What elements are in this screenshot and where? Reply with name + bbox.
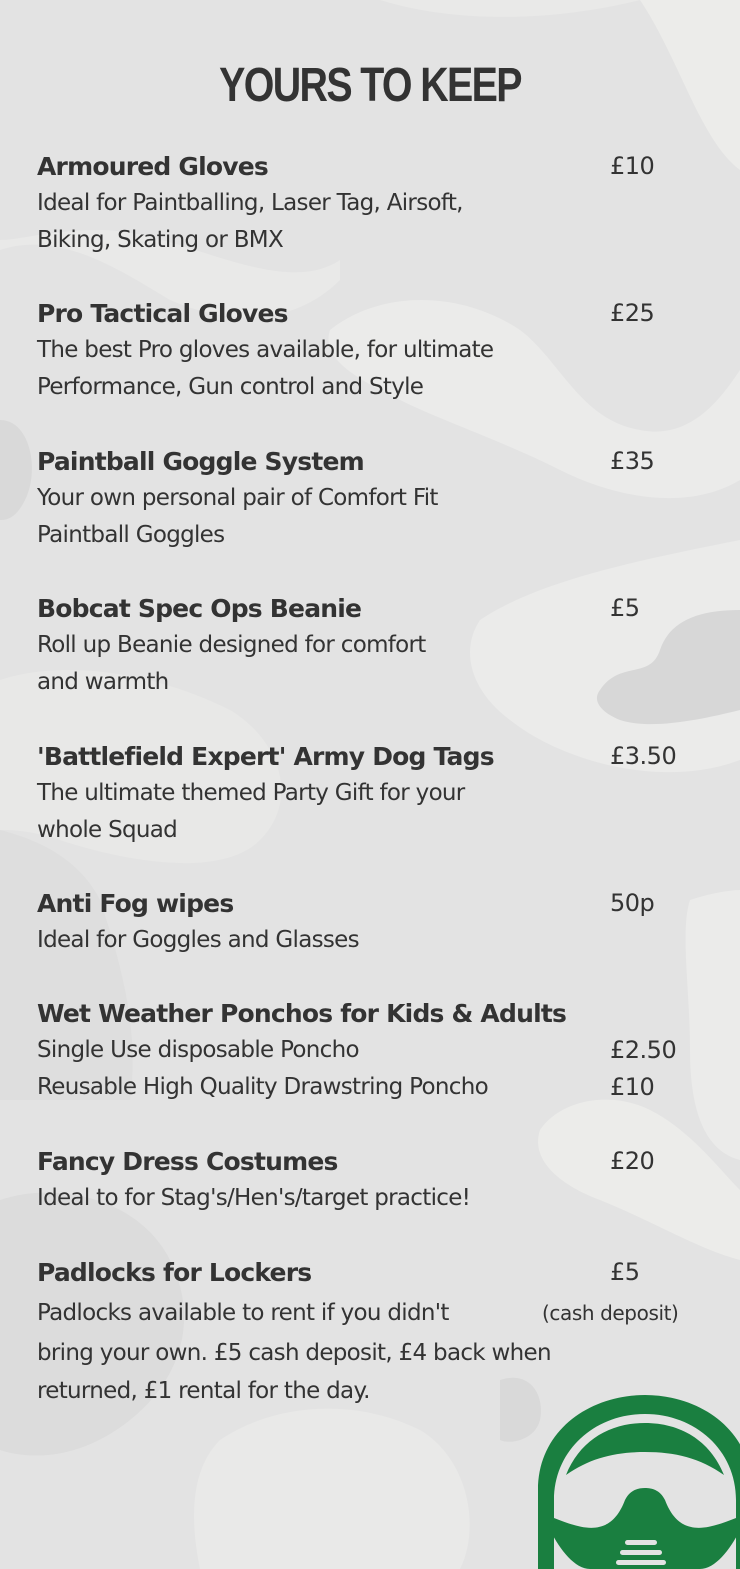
product-name: Paintball Goggle System (37, 447, 364, 476)
product-description-line: Ideal for Goggles and Glasses (37, 927, 359, 953)
product-price: £25 (610, 299, 655, 327)
product-ponchos (37, 995, 717, 1106)
product-name: Padlocks for Lockers (37, 1258, 312, 1287)
product-price: £20 (610, 1147, 655, 1175)
option-price: £2.50 (610, 1036, 677, 1064)
product-price: £5 (610, 1258, 640, 1286)
product-name: Anti Fog wipes (37, 889, 234, 918)
product-description-line: The ultimate themed Party Gift for your (37, 780, 465, 806)
product-army-dog-tags (37, 738, 717, 849)
product-fancy-dress (37, 1143, 717, 1217)
product-price: £3.50 (610, 742, 677, 770)
product-description-line: bring your own. £5 cash deposit, £4 back when (37, 1340, 551, 1366)
price-note: (cash deposit) (542, 1301, 679, 1325)
option-label: Single Use disposable Poncho (37, 1037, 359, 1063)
product-armoured-gloves (37, 148, 717, 259)
product-description-line: Performance, Gun control and Style (37, 374, 424, 400)
page-title: YOURS TO KEEP (219, 59, 521, 112)
product-price: 50p (610, 889, 655, 917)
product-pro-tactical-gloves (37, 295, 717, 406)
product-price: £35 (610, 447, 655, 475)
product-description-line: returned, £1 rental for the day. (37, 1378, 370, 1404)
product-description-line: whole Squad (37, 817, 178, 843)
product-name: Armoured Gloves (37, 152, 268, 181)
product-price: £5 (610, 594, 640, 622)
paintball-mask-icon (530, 1390, 740, 1569)
option-label: Reusable High Quality Drawstring Poncho (37, 1074, 488, 1100)
product-description-line: Biking, Skating or BMX (37, 227, 284, 253)
product-padlocks (37, 1254, 717, 1410)
product-name: Wet Weather Ponchos for Kids & Adults (37, 999, 567, 1028)
product-description-line: Paintball Goggles (37, 522, 225, 548)
product-price: £10 (610, 152, 655, 180)
product-name: 'Battlefield Expert' Army Dog Tags (37, 742, 494, 771)
product-paintball-goggle-system (37, 443, 717, 554)
product-bobcat-beanie (37, 590, 717, 701)
product-name: Pro Tactical Gloves (37, 299, 288, 328)
product-description-line: Ideal to for Stag's/Hen's/target practice! (37, 1185, 471, 1211)
product-description-line: Roll up Beanie designed for comfort (37, 632, 426, 658)
product-option (37, 1069, 717, 1106)
product-description-line: Padlocks available to rent if you didn't (37, 1300, 449, 1326)
product-description-line: Your own personal pair of Comfort Fit (37, 485, 438, 511)
product-option (37, 1032, 717, 1069)
product-description-line: and warmth (37, 669, 169, 695)
product-name: Bobcat Spec Ops Beanie (37, 594, 362, 623)
product-description-line: The best Pro gloves available, for ultimate (37, 337, 494, 363)
option-price: £10 (610, 1073, 655, 1101)
product-name: Fancy Dress Costumes (37, 1147, 338, 1176)
product-description-line: Ideal for Paintballing, Laser Tag, Airsoft, (37, 190, 463, 216)
product-anti-fog-wipes (37, 885, 717, 959)
